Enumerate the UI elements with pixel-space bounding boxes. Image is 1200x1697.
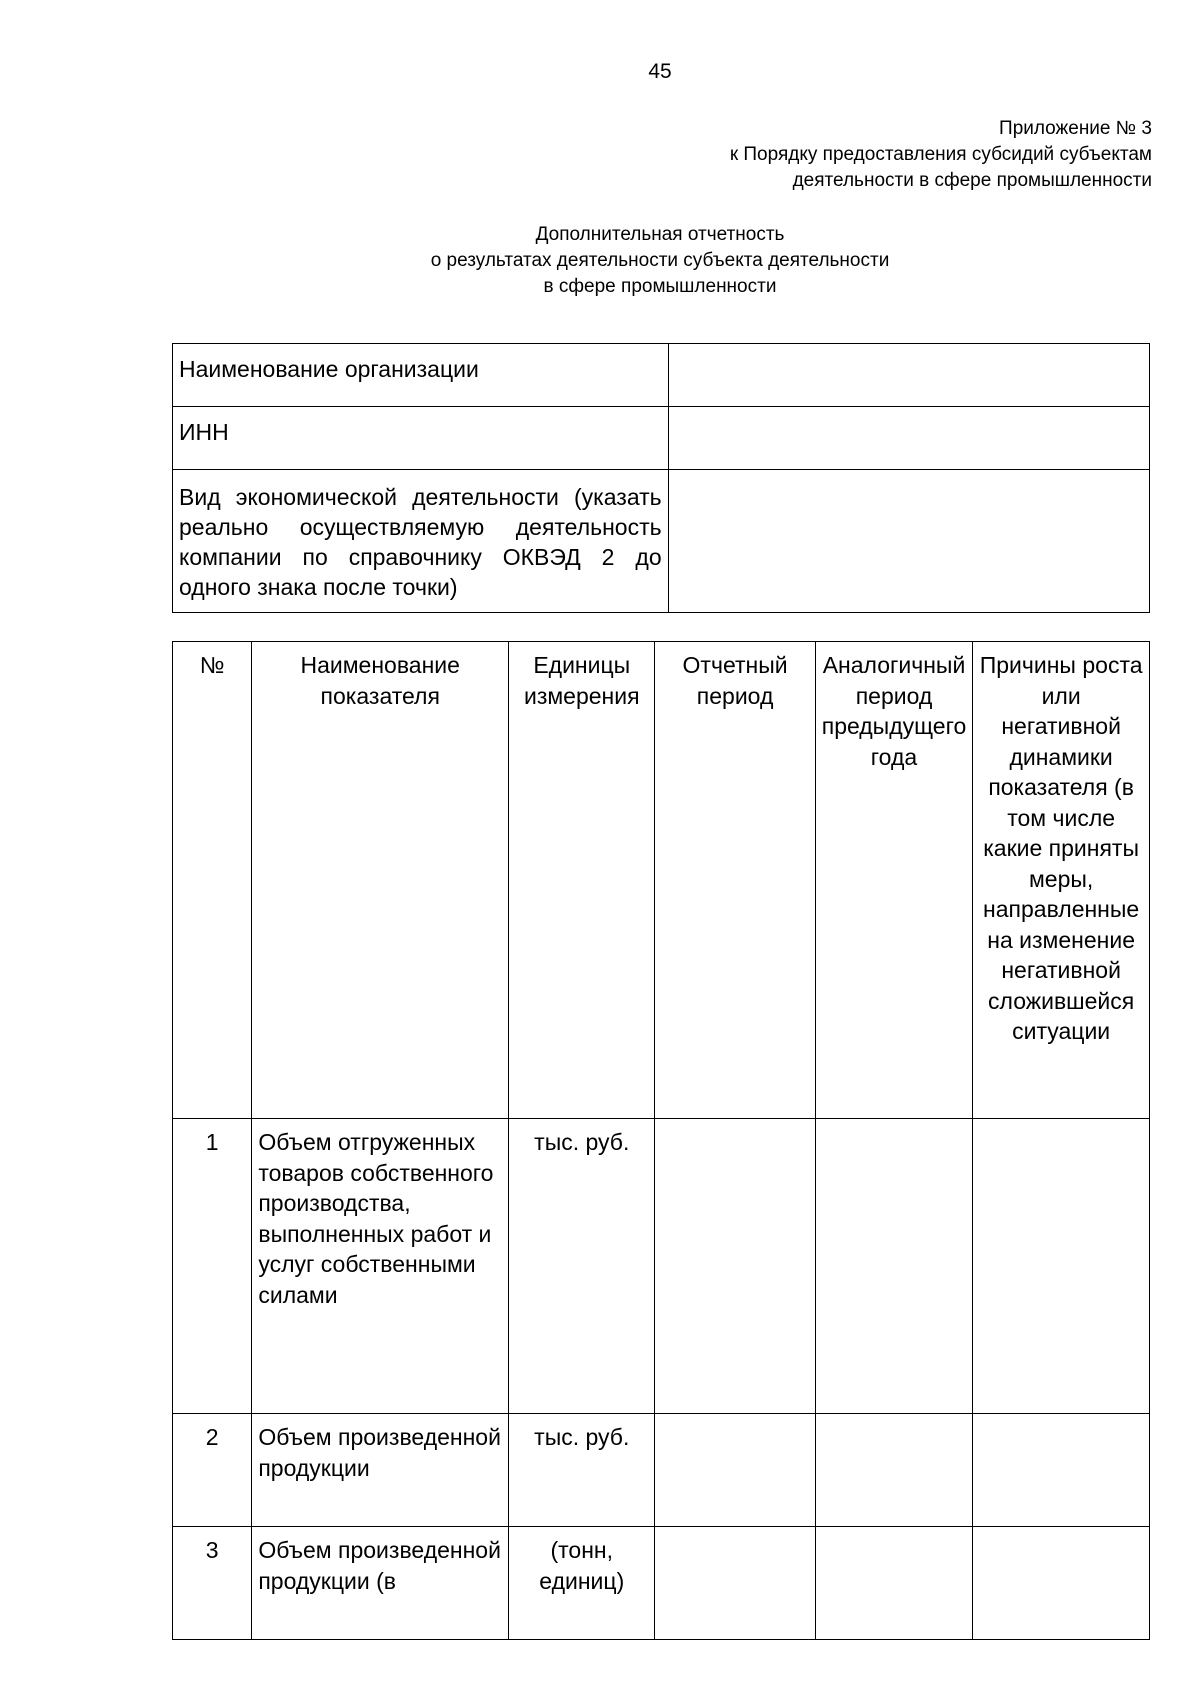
header-reasons: Причины роста или негативной динамики показателя (в том числе какие приняты меры, направленные на изменение негативной сложившейся ситуации bbox=[973, 642, 1150, 1119]
row-previous-value[interactable] bbox=[815, 1527, 973, 1640]
row-reasons-value[interactable] bbox=[973, 1527, 1150, 1640]
row-previous-value[interactable] bbox=[815, 1414, 973, 1527]
activity-value[interactable] bbox=[668, 470, 1149, 613]
table-header-row bbox=[173, 642, 1150, 1119]
organization-info-table bbox=[172, 343, 1150, 613]
appendix-header bbox=[452, 116, 1152, 194]
row-name: Объем произведенной продукции (в bbox=[252, 1527, 509, 1640]
row-name: Объем произведенной продукции bbox=[252, 1414, 509, 1527]
indicators-table bbox=[172, 641, 1150, 1640]
row-unit: тыс. руб. bbox=[509, 1414, 655, 1527]
row-no: 3 bbox=[173, 1527, 252, 1640]
row-no: 2 bbox=[173, 1414, 252, 1527]
row-unit: (тонн, единиц) bbox=[509, 1527, 655, 1640]
row-reporting-value[interactable] bbox=[655, 1119, 815, 1414]
row-name: Объем отгруженных товаров собственного производства, выполненных работ и услуг собственными силами bbox=[252, 1119, 509, 1414]
header-no: № bbox=[173, 642, 252, 1119]
activity-label: Вид экономической деятельности (указать реально осуществляемую деятельность компании по справочнику ОКВЭД 2 до одного знака после точки) bbox=[173, 470, 669, 613]
table-row bbox=[173, 1119, 1150, 1414]
appendix-line-2: к Порядку предоставления субсидий субъектам bbox=[729, 144, 1152, 165]
inn-row bbox=[173, 407, 1150, 470]
document-title bbox=[0, 222, 1200, 300]
row-reporting-value[interactable] bbox=[655, 1527, 815, 1640]
org-name-row bbox=[173, 344, 1150, 407]
org-name-value[interactable] bbox=[668, 344, 1149, 407]
inn-label: ИНН bbox=[173, 407, 669, 470]
page-number: 45 bbox=[648, 60, 672, 83]
row-unit: тыс. руб. bbox=[509, 1119, 655, 1414]
table-row bbox=[173, 1414, 1150, 1527]
row-no: 1 bbox=[173, 1119, 252, 1414]
header-unit: Единицы измерения bbox=[509, 642, 655, 1119]
org-name-label: Наименование организации bbox=[173, 344, 669, 407]
header-reporting: Отчетный период bbox=[655, 642, 815, 1119]
inn-value[interactable] bbox=[668, 407, 1149, 470]
appendix-line-1: Приложение № 3 bbox=[999, 118, 1152, 139]
activity-row bbox=[173, 470, 1150, 613]
title-line-3: в сфере промышленности bbox=[543, 276, 777, 297]
header-name: Наименование показателя bbox=[252, 642, 509, 1119]
title-line-1: Дополнительная отчетность bbox=[535, 224, 785, 245]
row-reasons-value[interactable] bbox=[973, 1119, 1150, 1414]
row-reasons-value[interactable] bbox=[973, 1414, 1150, 1527]
row-previous-value[interactable] bbox=[815, 1119, 973, 1414]
row-reporting-value[interactable] bbox=[655, 1414, 815, 1527]
appendix-line-3: деятельности в сфере промышленности bbox=[792, 170, 1152, 191]
header-previous: Аналогичный период предыдущего года bbox=[815, 642, 973, 1119]
title-line-2: о результатах деятельности субъекта деятельности bbox=[430, 250, 890, 271]
table-row bbox=[173, 1527, 1150, 1640]
